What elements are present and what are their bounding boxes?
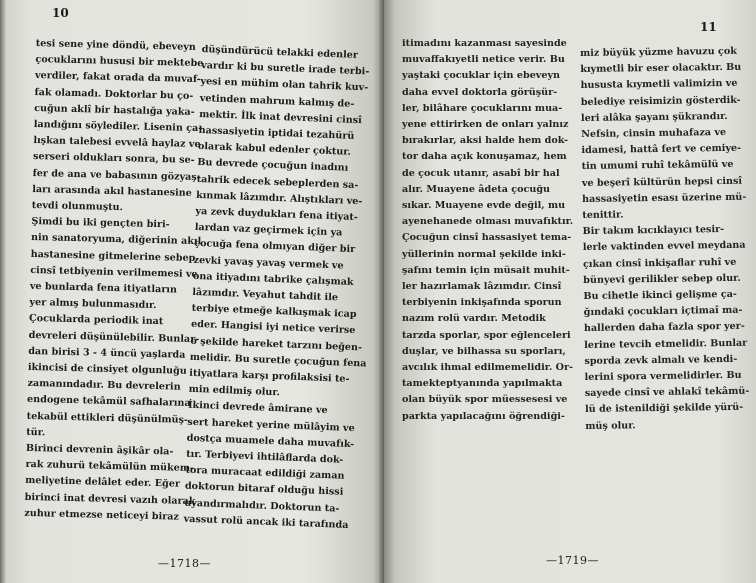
text-line: hastanesine gitmelerine sebep <box>30 248 196 264</box>
text-line: ları arasında akıl hastanesine <box>32 183 192 199</box>
text-line: rak zuhurü tekâmülün mükem- <box>25 459 195 475</box>
text-line: lâzımdır. Veyahut tahdit ile <box>192 286 339 304</box>
text-line: tamekteptyanında yapılmakta <box>402 378 563 390</box>
text-line: sıkar. Muayene evde değil, mu <box>402 200 566 212</box>
text-line: terbiyenin inkişafında sporun <box>402 297 562 309</box>
text-line: yüllerinin normal şekilde inki- <box>402 248 566 260</box>
text-column-2 <box>580 44 750 435</box>
text-line: leri alâka şayanı şükrandır. <box>580 110 728 124</box>
text-line: ya zevk duydukları fena itiyat- <box>195 205 359 224</box>
text-line: bırakırlar, aksi halde hem dok- <box>402 135 569 147</box>
text-line: ve bunlarda fena itiyatların <box>29 280 178 296</box>
text-line: ikincisi de cinsiyet olgunluğu <box>27 361 187 377</box>
text-line: tır. Terbiyevi ihtilâflarda dok- <box>185 448 344 466</box>
text-line: ve beşerî kültürün hepsi cinsî <box>581 175 743 189</box>
text-line: dostça muamele daha muvafık- <box>186 432 355 451</box>
text-line: meliyetine delâlet eder. Eğer <box>24 475 181 491</box>
text-line: landığını söylediler. Lisenin ça- <box>33 118 203 135</box>
text-line: Çocuğun cinsî hassasiyet tema- <box>402 232 572 244</box>
text-line: olarak kabul edenler çoktur. <box>197 141 351 159</box>
text-line: yesi en mühim olan tahrik kuv- <box>200 76 369 94</box>
text-line: terbiye etmeğe kalkışmak icap <box>191 303 357 321</box>
text-line: sayede cinsî ve ahlakî tekâmü- <box>584 385 750 400</box>
text-line: fak olamadı. Doktorlar bu ço- <box>34 86 194 102</box>
text-line: kıymetli bir eser olacaktır. Bu <box>580 61 742 76</box>
text-line: hassasiyetin iptidai tezahürü <box>198 124 355 142</box>
text-line: sporda zevk almalı ve kendi- <box>584 353 738 367</box>
text-line: yene ettirirken de onları yalnız <box>402 119 569 131</box>
text-column-2 <box>183 42 370 534</box>
text-line: o şekilde hareket tarzını beğen- <box>190 335 363 354</box>
text-line: tevdi olunmuştu. <box>31 199 124 214</box>
text-line: yaştaki çocuklar için ebeveyn <box>402 70 561 82</box>
text-line: müş olur. <box>585 419 636 432</box>
text-line: tora muracaat edildiği zaman <box>185 464 345 483</box>
text-line: idamesi, hattâ fert ve cemiye- <box>581 142 742 157</box>
text-line: lerle vaktinden evvel meydana <box>582 240 746 254</box>
text-line: hallerden daha fazla spor yer- <box>583 321 745 335</box>
text-line: tin umumi ruhî tekâmülü ve <box>581 159 734 173</box>
text-line: muvaffakıyetli netice verir. Bu <box>402 54 565 66</box>
text-line: tesi sene yine döndü, ebeveyn <box>35 37 196 53</box>
text-line: Birinci devrenin âşikâr ola- <box>25 442 174 458</box>
text-line: şafını temin için müsait muhit- <box>402 264 570 276</box>
text-line: zevki yavaş yavaş vermek ve <box>193 254 344 272</box>
text-line: düşündürücü telakki edenler <box>201 43 359 61</box>
text-line: fer de ana ve babasının gözyaş- <box>32 167 201 183</box>
text-line: parkta yapılacağını öğrendiği- <box>402 410 565 422</box>
text-line: sert hareket yerine mülâyim ve <box>187 416 355 434</box>
text-line: min edilmiş olur. <box>188 384 281 399</box>
text-line: ona itiyadını tabrike çalışmak <box>192 270 354 288</box>
text-line: alır. Muayene âdeta çocuğu <box>402 183 551 195</box>
text-line: belediye reisimizin gösterdik- <box>580 94 741 108</box>
right-page <box>384 0 756 583</box>
text-line: lerine tevcih etmelidir. Bunlar <box>584 337 748 351</box>
text-line: lışkan talebesi evvelâ haylaz ve <box>33 135 201 151</box>
text-line: tür. <box>26 426 46 439</box>
text-line: çocuğa fena olmıyan diğer bir <box>194 238 356 256</box>
text-line: bünyevi gerilikler sebep olur. <box>583 272 741 286</box>
page-folio: —1718— <box>158 557 211 570</box>
text-line: yer almış bulunmasıdır. <box>29 297 157 312</box>
text-line: doktorun bitaraf olduğu hissi <box>184 481 344 499</box>
text-column-1 <box>24 36 204 526</box>
text-line: çocuklarını hususi bir mektebe <box>35 54 204 70</box>
text-line: lü de istenildiği şekilde yürü- <box>585 402 744 416</box>
page-number: 10 <box>52 6 69 20</box>
text-line: devreleri düşünülebilir. Bunlar- <box>28 329 200 345</box>
text-line: nin sanatoryuma, diğerinin akıl <box>30 232 202 248</box>
text-line: olan büyük spor müessesesi ve <box>402 394 568 406</box>
text-line: zuhur etmezse neticeyi biraz <box>24 507 180 523</box>
text-line: Bu devrede çocuğun inadını <box>197 157 349 175</box>
text-line: itiyatlara karşı profilaksisi te- <box>189 367 350 385</box>
text-line: verdiler, fakat orada da muvaf- <box>34 70 201 86</box>
text-column-1 <box>402 36 572 425</box>
text-line: mektir. İlk inat devresini cinsî <box>199 108 362 126</box>
text-line: de çocuk utanır, asabî bir hal <box>402 167 560 179</box>
text-line: endogene tekâmül safhalarına <box>26 394 191 410</box>
text-line: hassasiyetin esası üzerine mü- <box>582 191 747 205</box>
text-line: ler hazırlamak lâzımdır. Cinsî <box>402 281 562 293</box>
text-line: dan birisi 3 - 4 üncü yaşlarda <box>28 345 186 361</box>
text-line: tekabül ettikleri düşünülmüş- <box>26 410 189 426</box>
text-line: birinci inat devresi vazıh olarak <box>24 491 196 507</box>
text-line: vassut rolü ancak iki tarafında <box>183 513 349 531</box>
text-line: cuğun aklî bir hastalığa yaka- <box>34 102 195 118</box>
text-line: tahrik edecek sebeplerden sa- <box>196 173 359 191</box>
text-line: Nefsin, cinsin muhafaza ve <box>581 126 727 141</box>
text-line: hususta kıymetli valimizin ve <box>580 78 738 92</box>
text-line: Bir takım kıcıklayıcı tesir- <box>582 224 725 238</box>
text-line: duşlar, ve bilhassa su sporları, <box>402 345 566 357</box>
page-number: 11 <box>700 20 717 34</box>
text-line: zamanındadır. Bu devrelerin <box>27 378 181 393</box>
page-edge-shadow <box>0 0 6 583</box>
text-line: ğındaki çocukları içtimaî ma- <box>583 305 743 319</box>
text-line: Bu cihetle ikinci gelişme ça- <box>583 288 737 303</box>
text-line: eder. Hangisi iyi netice verirse <box>190 319 356 337</box>
text-line: Şimdi bu iki gençten biri- <box>31 216 170 231</box>
text-line: tor daha açık konuşamaz, hem <box>402 151 567 163</box>
text-line: uyandırmalıdır. Doktorun ta- <box>184 497 340 515</box>
text-line: cinsî tetbiyenin verilmemesi ve <box>30 264 198 280</box>
text-line: avcılık ihmal edilmemelidir. Or- <box>402 362 574 374</box>
text-line: İkinci devrede âmirane ve <box>187 400 328 417</box>
text-line: serseri oldukları sonra, bu se- <box>32 151 195 167</box>
text-line: lardan vaz geçirmek için ya <box>194 222 343 239</box>
text-line: daha evvel doktorla görüşür- <box>402 86 558 98</box>
text-line: miz büyük yüzme havuzu çok <box>580 45 737 59</box>
text-line: melidir. Bu suretle çocuğun fena <box>189 351 367 370</box>
text-line: Çocuklarda periodik inat <box>28 313 164 328</box>
text-line: lerini spora vermelidirler. Bu <box>584 369 742 384</box>
text-line: nazım rolü vardır. Metodik <box>402 313 546 325</box>
page-folio: —1719— <box>546 554 599 567</box>
text-line: tarzda sporlar, spor eğlenceleri <box>402 329 571 341</box>
text-line: itimadını kazanması sayesinde <box>402 38 567 49</box>
text-line: ler, bilâhare çocuklarını mua- <box>402 102 563 114</box>
text-line: tenittir. <box>582 209 624 222</box>
text-line: vardır ki bu suretle irade terbi- <box>200 60 370 78</box>
text-line: kınmak lâzımdır. Alıştıkları ve- <box>195 189 363 208</box>
text-line: ayenehanede olması muvafıktır. <box>402 216 574 228</box>
text-line: vetinden mahrum kalmış de- <box>199 92 355 110</box>
text-line: çıkan cinsî inkişaflar ruhî ve <box>582 256 737 270</box>
